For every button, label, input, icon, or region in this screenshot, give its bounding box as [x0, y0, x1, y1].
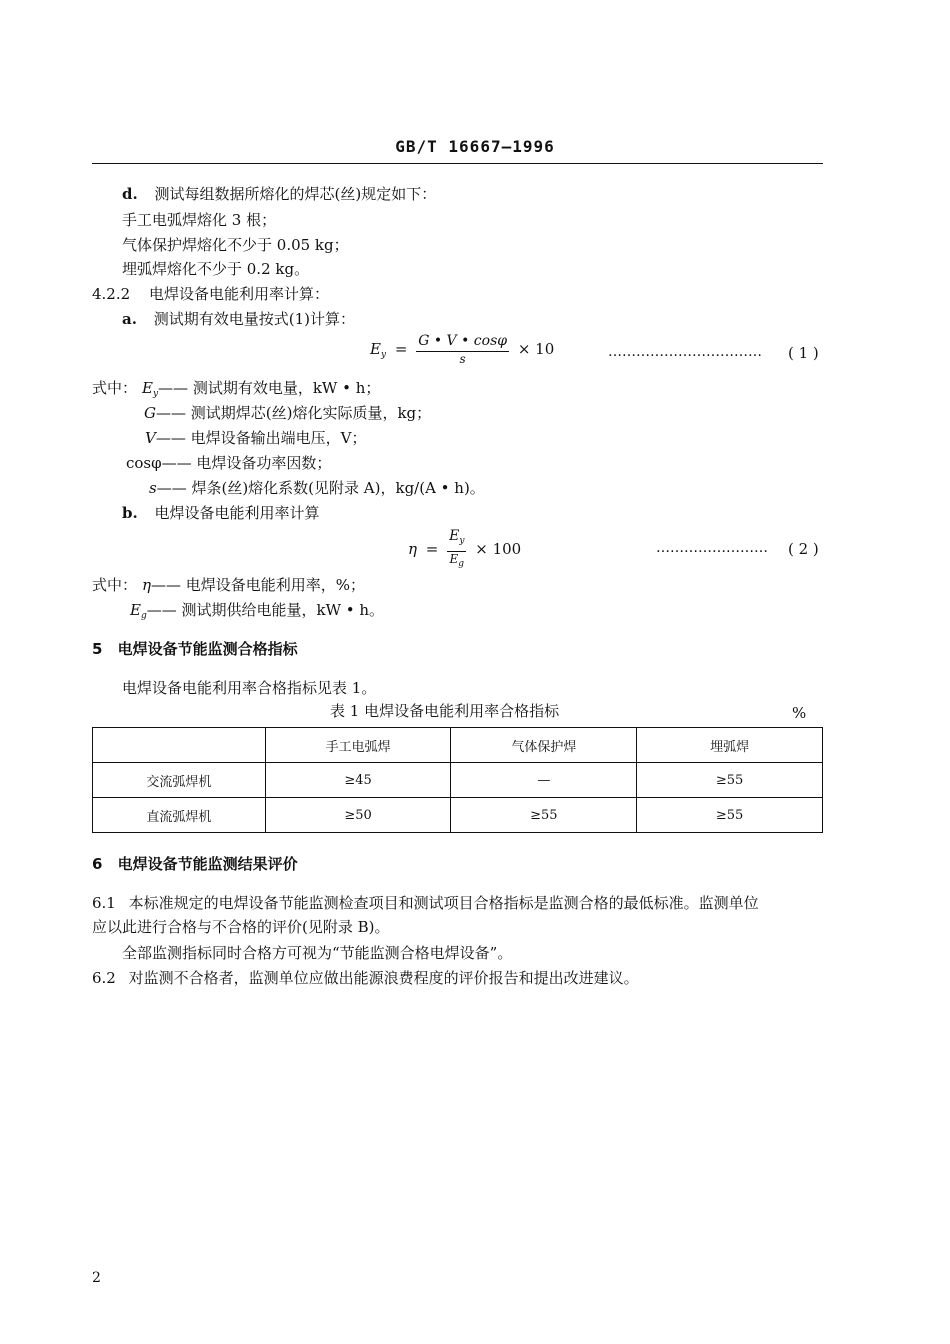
eq1-numerator: G • V • cosφ [416, 333, 509, 352]
page-number: 2 [92, 1270, 101, 1286]
where-2-row [130, 600, 384, 626]
description: —— 测试期供给电能量，kW • h。 [146, 601, 385, 619]
table-cell: 交流弧焊机 [93, 763, 266, 798]
section-4-2-2 [92, 284, 329, 304]
section-title: 电焊设备电能利用率计算： [148, 285, 329, 303]
eq2-tag: ( 2 ) [788, 540, 819, 558]
table-header-cell: 气体保护焊 [451, 728, 637, 763]
description: —— 测试期焊芯(丝)熔化实际质量，kg； [155, 404, 432, 422]
eq2-leader-dots: …………………… [656, 540, 768, 556]
eq2-numerator-symbol: E [449, 528, 460, 544]
section-5-paragraph: 电焊设备电能利用率合格指标见表 1。 [122, 679, 377, 697]
eq2-fraction [447, 528, 466, 572]
eq1-leader-dots: …………………………… [608, 344, 762, 360]
eq2-lhs: η [408, 540, 417, 558]
clause-6-2 [92, 968, 639, 988]
eq2-multiplier: × 100 [475, 540, 522, 558]
table-row [93, 798, 823, 833]
eq1-denominator: s [459, 352, 466, 366]
symbol: G [144, 404, 156, 422]
eq1-equals: = [394, 340, 408, 358]
symbol: E [142, 379, 153, 397]
section-number: 5 [92, 640, 103, 658]
item-d-text: 测试每组数据所熔化的焊芯(丝)规定如下： [154, 185, 437, 203]
equation-1 [370, 333, 554, 367]
standard-number: GB/T 16667—1996 [395, 137, 555, 156]
where-1-prefix: 式中： [92, 379, 138, 397]
table-cell: ≥45 [265, 763, 451, 798]
eq1-fraction [416, 333, 509, 367]
eq2-denominator-sub: g [458, 559, 465, 569]
clause-text: 对监测不合格者，监测单位应做出能源浪费程度的评价报告和提出改进建议。 [128, 969, 639, 987]
eq1-lhs-sub: y [380, 350, 387, 360]
description: —— 电焊设备电能利用率，%； [151, 576, 366, 594]
table-unit: % [792, 704, 807, 722]
symbol: cosφ [126, 454, 162, 472]
description: —— 焊条(丝)熔化系数(见附录 A)，kg/(A • h)。 [156, 479, 485, 497]
clause-6-1 [92, 893, 759, 913]
section-number: 4.2.2 [92, 285, 131, 303]
symbol: V [145, 429, 156, 447]
symbol-sub: g [140, 611, 147, 621]
symbol: η [142, 576, 151, 594]
table-1 [92, 727, 823, 833]
item-b [122, 503, 320, 523]
item-d-label: d. [122, 185, 138, 203]
item-a [122, 309, 355, 329]
header-rule [92, 163, 823, 164]
table-cell: ≥55 [451, 798, 637, 833]
where-1-row [149, 478, 485, 498]
eq1-multiplier: × 10 [517, 340, 555, 358]
item-d-line: 手工电弧焊熔化 3 根； [122, 211, 277, 229]
item-b-text: 电焊设备电能利用率计算 [154, 504, 320, 522]
item-d-line: 埋弧焊熔化不少于 0.2 kg。 [122, 260, 310, 278]
clause-number: 6.2 [92, 969, 116, 987]
section-6-heading [92, 854, 298, 874]
clause-6-1-continuation: 应以此进行合格与不合格的评价(见附录 B)。 [92, 918, 390, 936]
symbol-sub: y [152, 389, 159, 399]
table-row [93, 763, 823, 798]
clause-6-1-paragraph: 全部监测指标同时合格方可视为“节能监测合格电焊设备”。 [122, 944, 513, 962]
item-d [122, 184, 436, 204]
item-a-label: a. [122, 310, 137, 328]
where-1-row [144, 403, 431, 423]
item-d-line: 气体保护焊熔化不少于 0.05 kg； [122, 236, 349, 254]
where-1-row [126, 453, 331, 473]
table-header-cell [93, 728, 266, 763]
eq2-denominator [447, 552, 466, 572]
where-2-row [142, 575, 365, 595]
item-b-label: b. [122, 504, 138, 522]
table-cell: ≥55 [637, 763, 823, 798]
table-header-cell: 手工电弧焊 [265, 728, 451, 763]
eq2-equals: = [425, 540, 439, 558]
table-header-row [93, 728, 823, 763]
item-a-text: 测试期有效电量按式(1)计算： [153, 310, 355, 328]
eq1-tag: ( 1 ) [788, 344, 819, 362]
equation-2 [408, 528, 521, 572]
section-number: 6 [92, 855, 103, 873]
eq2-numerator-sub: y [459, 536, 465, 546]
table-cell: ≥50 [265, 798, 451, 833]
table-caption: 表 1 电焊设备电能利用率合格指标 [330, 702, 560, 720]
section-5-heading [92, 639, 298, 659]
clause-text: 本标准规定的电焊设备节能监测检查项目和测试项目合格指标是监测合格的最低标准。监测单位 [128, 894, 759, 912]
table-cell: 直流弧焊机 [93, 798, 266, 833]
where-1-row [142, 378, 380, 404]
eq2-denominator-symbol: E [449, 552, 459, 566]
clause-number: 6.1 [92, 894, 116, 912]
section-title: 电焊设备节能监测合格指标 [117, 640, 298, 658]
description: —— 电焊设备功率因数； [161, 454, 332, 472]
where-2-prefix: 式中： [92, 576, 138, 594]
symbol: s [149, 479, 157, 497]
table-cell: — [451, 763, 637, 798]
eq1-lhs: E [370, 340, 381, 358]
description: —— 测试期有效电量，kW • h； [158, 379, 381, 397]
symbol: E [130, 601, 141, 619]
eq2-numerator [447, 528, 466, 552]
section-title: 电焊设备节能监测结果评价 [117, 855, 298, 873]
where-1-row [145, 428, 366, 448]
table-cell: ≥55 [637, 798, 823, 833]
table-header-cell: 埋弧焊 [637, 728, 823, 763]
description: —— 电焊设备输出端电压，V； [155, 429, 367, 447]
